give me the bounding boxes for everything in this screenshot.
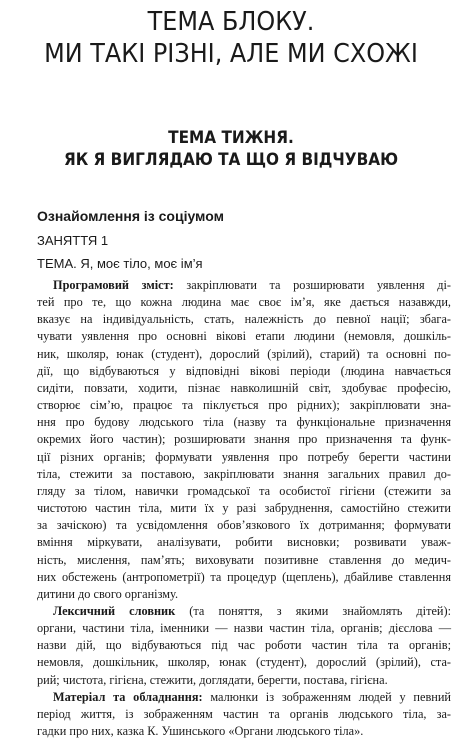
text-line: дії, що відбуваються у відповідні вікові періоди (людина навчається — [37, 363, 451, 378]
materials-lead: Матеріал та обладнання: — [53, 689, 203, 704]
text-line: ння про будову людського тіла (назву та функціональне призначення — [37, 415, 451, 430]
text-line: Програмовий зміст: закріплювати та розширювати уявлення ді- — [53, 278, 452, 292]
text-line: створює сім’ю, працює та піклується про рідних); закріплювати зна- — [37, 398, 451, 413]
text-line: рий; чистота, гігієна, стежити, доглядати, берегти, постава, гігієна. — [37, 672, 388, 687]
lesson-label: ЗАНЯТТЯ 1 — [37, 233, 109, 248]
text-line: них обстежень (антропометрії) та процедур (щеплень), дбайливе ставлення — [37, 569, 451, 584]
text-line: гляду за тілом, навички громадської та особистої гігієни (стежити за — [37, 483, 451, 498]
block-title-line-2: МИ ТАКІ РІЗНІ, АЛЕ МИ СХОЖІ — [44, 39, 418, 69]
vocabulary-paragraph — [37, 603, 451, 689]
week-title-line-2: ЯК Я ВИГЛЯДАЮ ТА ЩО Я ВІДЧУВАЮ — [63, 150, 399, 170]
text-line: чувати уявлення про основні вікові етапи людини (немовля, дошкіль- — [37, 329, 451, 344]
text-line: окремих його частин); розширювати знання про призначення та функ- — [37, 432, 451, 447]
text-line: Матеріал та обладнання: малюнки із зображенням людей у певний — [53, 689, 451, 704]
text-line: вказує на індивідуальність, стать, належність до певної нації; збага- — [37, 312, 451, 327]
materials-paragraph — [37, 689, 451, 740]
vocabulary-lead: Лексичний словник — [53, 603, 176, 618]
section-heading: Ознайомлення із соціумом — [37, 208, 224, 224]
text-line: дитини до свого організму. — [37, 586, 179, 601]
text-line: чистотою частин тіла, мити їх у разі забруднення, самостійно стежити — [37, 501, 451, 516]
program-content-paragraph — [37, 277, 451, 603]
week-title-line-1: ТЕМА ТИЖНЯ. — [168, 128, 294, 148]
text-line: період життя, із зображенням частин та органів людського тіла, за- — [37, 706, 451, 721]
block-title-line-1: ТЕМА БЛОКУ. — [147, 7, 315, 37]
lesson-body — [37, 277, 451, 740]
text-line: гадки про них, казка К. Ушинського «Органи людського тіла». — [37, 724, 364, 739]
text-line: сидіти, повзати, ходити, пізнає навколишній світ, здобуває професію, — [37, 380, 451, 395]
text-line: за зачіскою) та усвідомлення обов’язкового їх дотримання; формувати — [37, 518, 451, 533]
block-title — [18, 6, 443, 70]
text-line: немовля, дошкільник, школяр, юнак (студент), дорослий (зрілий), ста- — [37, 655, 451, 670]
text-line: тіла, стежити за поставою, закріплювати знання загальних правил до- — [37, 466, 451, 481]
text-line: ність, мислення, пам’ять; виховувати позитивне ставлення до медич- — [37, 552, 451, 567]
text-line: Лексичний словник (та поняття, з якими знайомлять дітей): — [53, 603, 451, 618]
text-line: вміння міркувати, аналізувати, робити висновки; розвивати уваж- — [37, 535, 451, 550]
text-line: органи, частини тіла, іменники — назви частин тіла, органів; дієслова — — [37, 621, 451, 636]
program-content-lead: Програмовий зміст: — [53, 278, 174, 292]
week-title — [23, 127, 439, 171]
text-line: ник, школяр, юнак (студент), дорослий (зрілий), старий) та основні по- — [37, 346, 451, 361]
text-line: ції різних органів; формувати уявлення про потребу берегти частини — [37, 449, 451, 464]
lesson-theme: ТЕМА. Я, моє тіло, моє ім’я — [37, 256, 203, 271]
text-line: назви дій, що відбуваються під час роботи частин тіла та органів; — [37, 638, 451, 653]
text-line: тей про те, що кожна людина має своє ім’я, яке дається назавжди, — [37, 295, 451, 310]
